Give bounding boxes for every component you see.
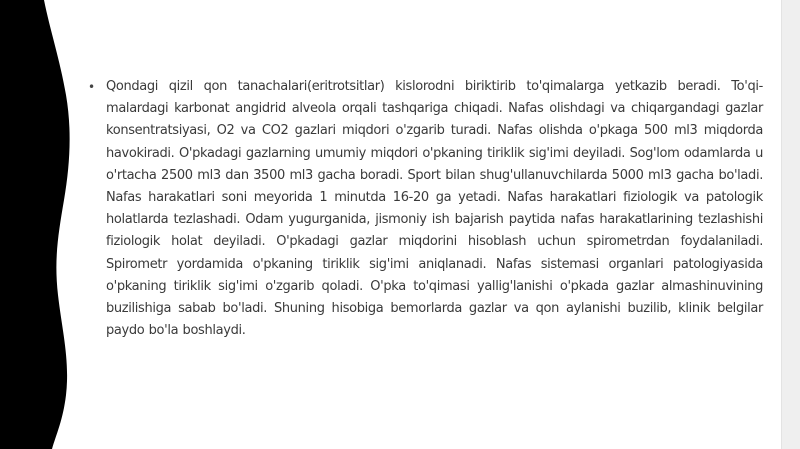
body-paragraph: Qondagi qizil qon tanachalari(eritrotsitlar) kislorodni biriktirib to'qimalarga yetkazib beradi. To'qi-malardagi karbonat angidrid alveola orqali tashqariga chiqadi. Nafas olishdagi va chiqargandagi gazlar konsentratsiyasi, O2 va CO2 gazlari miqdori o'zgarib turadi. Nafas olishda o'pkaga 500 ml3 miqdorda havokiradi. O'pkadagi gazlarning umumiy miqdori o'pkaning tiriklik sig'imi deyiladi. Sog'lom odamlarda u o'rtacha 2500 ml3 dan 3500 ml3 gacha boradi. Sport bilan shug'ullanuvchilarda 5000 ml3 gacha bo'ladi. Nafas harakatlari soni meyorida 1 minutda 16-20 ga yetadi. Nafas harakatlari fiziologik va patologik holatlarda tezlashadi. Odam yugurganida, jismoniy ish bajarish paytida nafas harakatlarining tezlashishi fiziologik holat deyiladi. O'pkadagi gazlar miqdorini hisoblash uchun spirometrdan foydalaniladi. Spirometr yordamida o'pkaning tiriklik sig'imi aniqlanadi. Nafas sistemasi organlari patologiyasida o'pkaning tiriklik sig'imi o'zgarib qoladi. O'pka to'qimasi yallig'lanishi o'pkada gazlar almashinuvining buzilishiga sabab bo'ladi. Shuning hisobiga bemorlarda gazlar va qon aylanishi buzilib, klinik belgilar paydo bo'la boshlaydi. [106, 79, 763, 339]
bullet-item [88, 76, 763, 342]
wave-shape [0, 0, 90, 449]
decorative-black-wave [0, 0, 90, 449]
bullet-marker: • [88, 80, 96, 94]
slide-content [88, 76, 763, 342]
right-edge-strip [781, 0, 800, 449]
